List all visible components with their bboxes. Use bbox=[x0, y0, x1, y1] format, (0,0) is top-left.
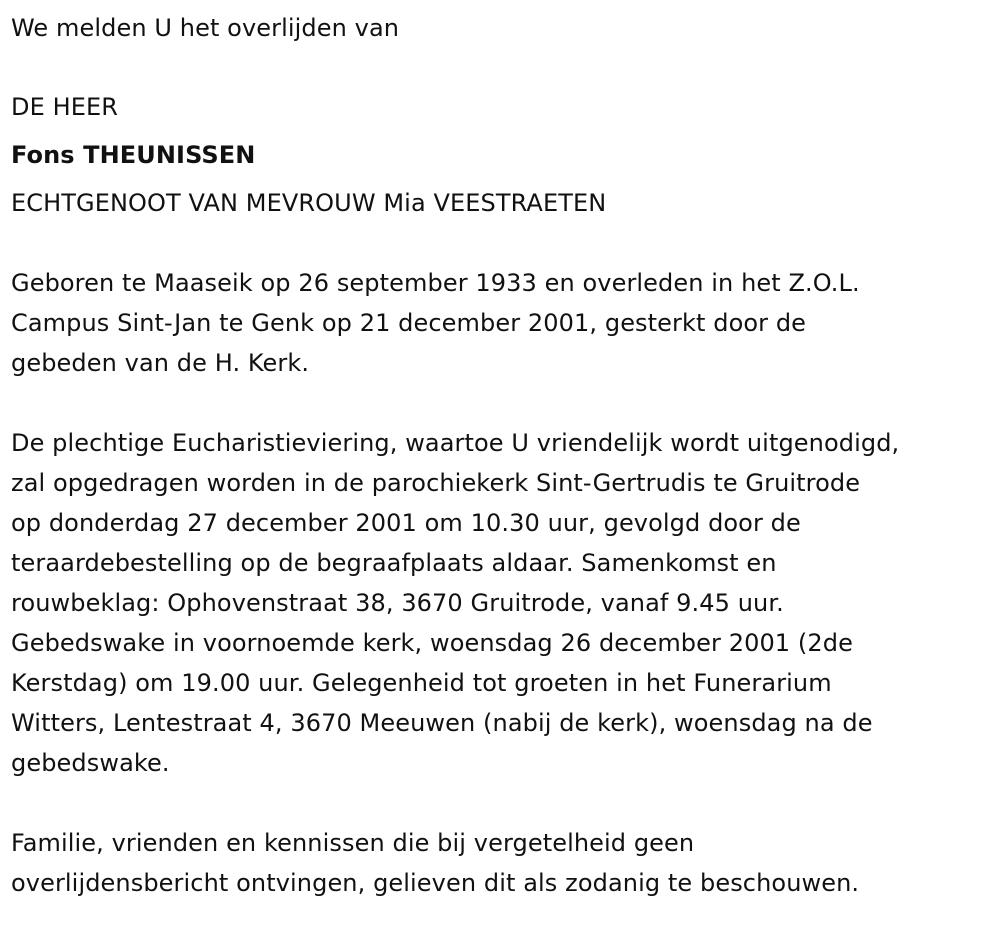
ceremony-paragraph bbox=[11, 423, 996, 783]
spouse-relation: ECHTGENOOT VAN MEVROUW Mia VEESTRAETEN bbox=[11, 189, 607, 217]
intro-line: We melden U het overlijden van bbox=[11, 14, 400, 42]
paragraph-line: Campus Sint-Jan te Genk op 21 december 2001, gesterkt door de bbox=[11, 309, 807, 337]
paragraph-line: teraardebestelling op de begraafplaats aldaar. Samenkomst en bbox=[11, 549, 777, 577]
deceased-name: Fons THEUNISSEN bbox=[11, 141, 256, 169]
paragraph-line: Kerstdag) om 19.00 uur. Gelegenheid tot groeten in het Funerarium bbox=[11, 669, 832, 697]
paragraph-line: De plechtige Eucharistieviering, waartoe U vriendelijk wordt uitgenodigd, bbox=[11, 429, 900, 457]
salutation: DE HEER bbox=[11, 93, 119, 121]
paragraph-line: rouwbeklag: Ophovenstraat 38, 3670 Gruitrode, vanaf 9.45 uur. bbox=[11, 589, 784, 617]
closing-paragraph bbox=[11, 823, 996, 903]
paragraph-line: Geboren te Maaseik op 26 september 1933 en overleden in het Z.O.L. bbox=[11, 269, 860, 297]
paragraph-line: op donderdag 27 december 2001 om 10.30 uur, gevolgd door de bbox=[11, 509, 801, 537]
paragraph-line: Familie, vrienden en kennissen die bij vergetelheid geen bbox=[11, 829, 695, 857]
paragraph-line: gebeden van de H. Kerk. bbox=[11, 349, 310, 377]
person-block bbox=[11, 87, 996, 223]
paragraph-line: zal opgedragen worden in de parochiekerk Sint-Gertrudis te Gruitrode bbox=[11, 469, 861, 497]
birth-death-paragraph bbox=[11, 263, 996, 383]
paragraph-line: gebedswake. bbox=[11, 749, 170, 777]
death-notice bbox=[11, 8, 996, 943]
paragraph-line: overlijdensbericht ontvingen, gelieven dit als zodanig te beschouwen. bbox=[11, 869, 860, 897]
paragraph-line: Witters, Lentestraat 4, 3670 Meeuwen (nabij de kerk), woensdag na de bbox=[11, 709, 873, 737]
paragraph-line: Gebedswake in voornoemde kerk, woensdag 26 december 2001 (2de bbox=[11, 629, 853, 657]
